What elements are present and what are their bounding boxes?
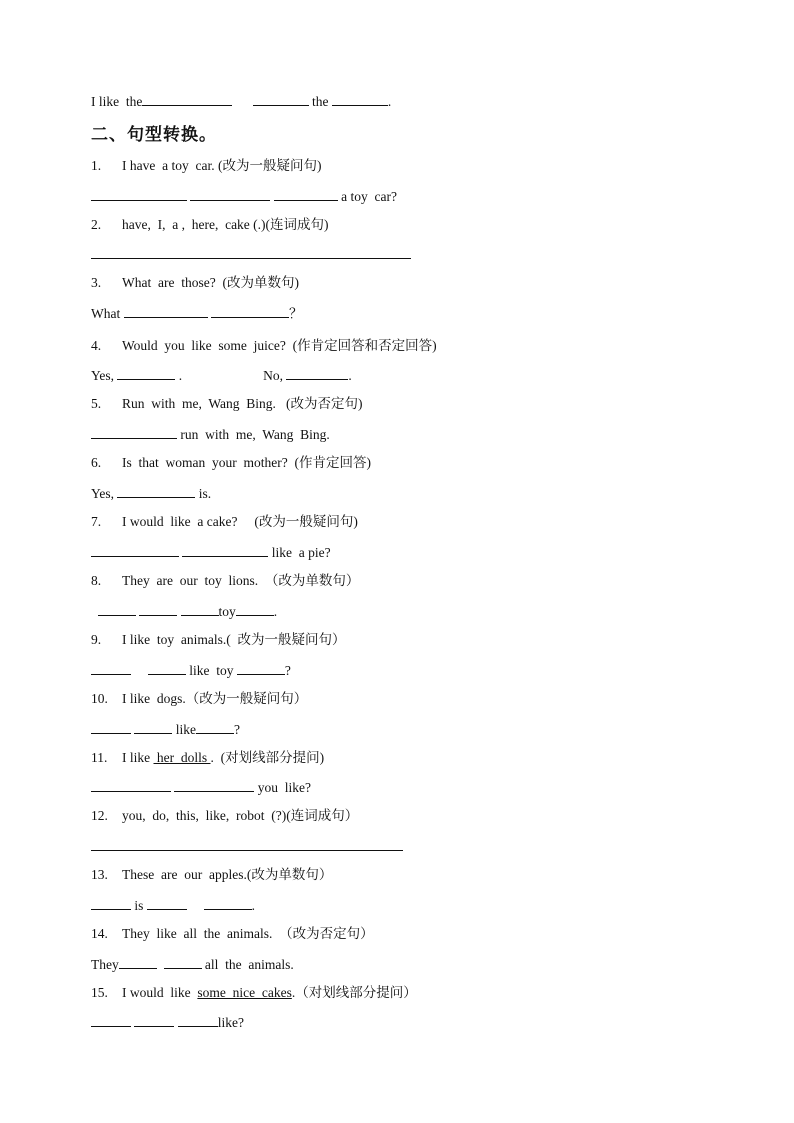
question-text: I like toy animals.( 改为一般疑问句）: [122, 632, 346, 647]
question-15: [91, 984, 417, 1002]
answer-line-15: [91, 1013, 244, 1032]
blank[interactable]: [147, 896, 187, 910]
blank[interactable]: [134, 720, 172, 734]
question-text: . (对划线部分提问): [210, 750, 325, 765]
question-number: 6.: [91, 455, 102, 470]
text: like?: [217, 1015, 244, 1030]
text: like: [172, 722, 196, 737]
question-8: [91, 572, 359, 590]
answer-line-13: [91, 896, 255, 915]
question-text: Run with me, Wang Bing. (改为否定句): [122, 396, 363, 411]
blank[interactable]: [91, 661, 131, 675]
blank[interactable]: [124, 304, 208, 318]
question-text: Would you like some juice? (作肯定回答和否定回答): [122, 338, 437, 353]
blank[interactable]: [91, 425, 177, 439]
answer-line-14: [91, 955, 294, 974]
blank[interactable]: [164, 955, 202, 969]
answer-line-5: [91, 425, 330, 444]
blank[interactable]: [182, 543, 268, 557]
section-title: 二、句型转换。: [91, 125, 217, 145]
question-number: 10.: [91, 691, 108, 706]
question-2: [91, 216, 329, 234]
question-14: [91, 925, 374, 943]
blank[interactable]: [117, 484, 195, 498]
text: .: [387, 94, 392, 109]
text: .: [175, 368, 183, 383]
blank[interactable]: [148, 661, 186, 675]
question-number: 13.: [91, 867, 108, 882]
fill-in-line: [91, 92, 391, 111]
question-11: [91, 749, 324, 767]
blank[interactable]: [91, 720, 131, 734]
blank[interactable]: [236, 602, 274, 616]
blank[interactable]: [91, 187, 187, 201]
question-3: [91, 274, 299, 292]
question-text: I like dogs.（改为一般疑问句）: [122, 691, 308, 706]
question-text: you, do, this, like, robot (?)(连词成句）: [122, 808, 359, 823]
question-number: 5.: [91, 396, 102, 411]
answer-line-2: [91, 245, 411, 264]
question-7: [91, 513, 358, 531]
text: I like the: [91, 94, 143, 109]
question-number: 3.: [91, 275, 102, 290]
question-13: [91, 866, 332, 884]
blank[interactable]: [139, 602, 177, 616]
blank[interactable]: [119, 955, 157, 969]
text: ?: [284, 663, 291, 678]
answer-line-8: [91, 602, 277, 621]
underlined-phrase: her dolls: [153, 750, 211, 765]
blank[interactable]: [204, 896, 252, 910]
blank[interactable]: [181, 602, 219, 616]
blank[interactable]: [91, 778, 171, 792]
text: .: [273, 604, 278, 619]
text: a toy car?: [337, 189, 397, 204]
blank[interactable]: [174, 778, 254, 792]
answer-line-6: [91, 484, 211, 503]
underlined-phrase: some nice cakes: [197, 985, 292, 1000]
question-number: 8.: [91, 573, 102, 588]
answer-line-7: [91, 543, 331, 562]
question-number: 14.: [91, 926, 108, 941]
question-number: 9.: [91, 632, 102, 647]
answer-line-9: [91, 661, 291, 680]
blank[interactable]: [142, 92, 232, 106]
blank[interactable]: [190, 187, 270, 201]
question-text: I would like: [122, 985, 198, 1000]
blank[interactable]: [91, 1013, 131, 1027]
question-number: 1.: [91, 158, 102, 173]
blank[interactable]: [134, 1013, 174, 1027]
answer-line-12: [91, 837, 403, 856]
blank[interactable]: [286, 366, 348, 380]
blank[interactable]: [91, 837, 403, 851]
text: Yes,: [91, 486, 118, 501]
question-text: I like: [122, 750, 154, 765]
question-6: [91, 454, 371, 472]
question-5: [91, 395, 363, 413]
question-number: 2.: [91, 217, 102, 232]
blank[interactable]: [91, 896, 131, 910]
text: like toy: [185, 663, 237, 678]
blank[interactable]: [211, 304, 289, 318]
text: is: [131, 898, 147, 913]
question-text: These are our apples.(改为单数句）: [122, 867, 333, 882]
answer-line-1: [91, 187, 397, 206]
question-text: They like all the animals. （改为否定句）: [122, 926, 374, 941]
question-text: have, I, a , here, cake (.)(连词成句): [122, 217, 329, 232]
blank[interactable]: [253, 92, 309, 106]
question-number: 4.: [91, 338, 102, 353]
question-1: [91, 157, 321, 175]
answer-line-4: [91, 366, 352, 385]
blank[interactable]: [91, 543, 179, 557]
text: the: [308, 94, 332, 109]
text: .: [348, 368, 352, 383]
text: toy: [218, 604, 236, 619]
text: .: [251, 898, 256, 913]
question-number: 7.: [91, 514, 102, 529]
blank[interactable]: [237, 661, 285, 675]
question-text: I would like a cake? (改为一般疑问句): [122, 514, 358, 529]
blank[interactable]: [332, 92, 388, 106]
text: No,: [263, 368, 287, 383]
text: ？: [289, 306, 303, 321]
text: ?: [234, 722, 240, 737]
question-10: [91, 690, 307, 708]
text: Yes,: [91, 368, 118, 383]
text: They: [91, 957, 119, 972]
question-9: [91, 631, 345, 649]
blank[interactable]: [178, 1013, 218, 1027]
text: What: [91, 306, 124, 321]
text: like a pie?: [268, 545, 331, 560]
blank[interactable]: [274, 187, 338, 201]
question-number: 12.: [91, 808, 108, 823]
blank[interactable]: [91, 245, 411, 259]
question-number: 11.: [91, 750, 108, 765]
answer-line-11: [91, 778, 311, 797]
question-text: .（对划线部分提问）: [291, 985, 417, 1000]
text: all the animals.: [201, 957, 294, 972]
text: you like?: [254, 780, 311, 795]
text: is.: [195, 486, 212, 501]
answer-line-10: [91, 720, 240, 739]
question-text: They are our toy lions. （改为单数句）: [122, 573, 360, 588]
question-number: 15.: [91, 985, 108, 1000]
blank[interactable]: [196, 720, 234, 734]
text: run with me, Wang Bing.: [177, 427, 330, 442]
question-text: Is that woman your mother? (作肯定回答): [122, 455, 371, 470]
question-12: [91, 807, 358, 825]
question-4: [91, 337, 437, 355]
answer-line-3: [91, 304, 303, 323]
blank[interactable]: [98, 602, 136, 616]
question-text: What are those? (改为单数句): [122, 275, 299, 290]
blank[interactable]: [117, 366, 175, 380]
question-text: I have a toy car. (改为一般疑问句): [122, 158, 322, 173]
